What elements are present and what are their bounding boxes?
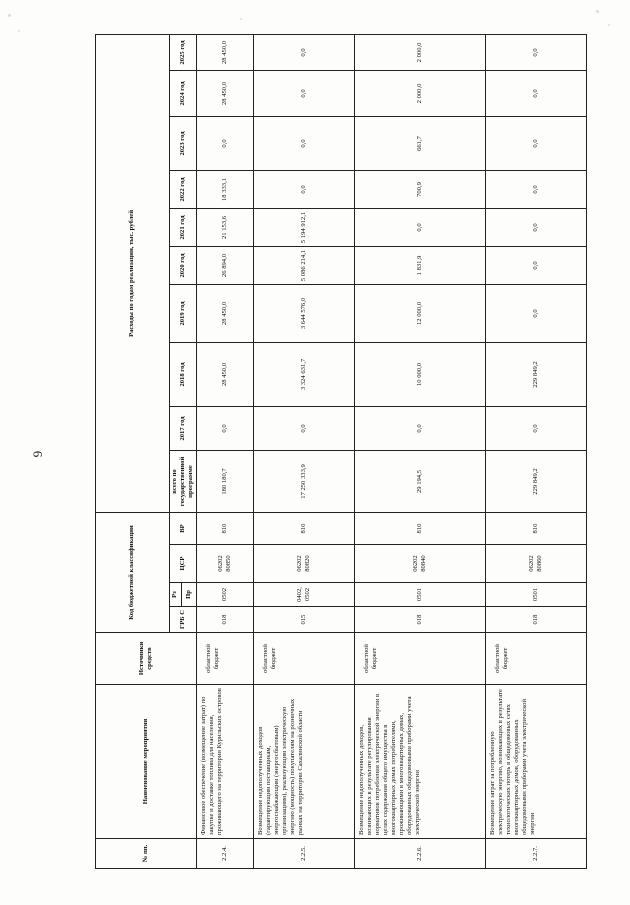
row-value: 661,7 [355, 116, 486, 170]
row-value: 0,0 [355, 208, 486, 246]
row-value: 28 450,0 [197, 70, 254, 116]
row-value: 18 333,1 [197, 170, 254, 208]
header-pr: Пр [181, 583, 196, 607]
header-num: № пп. [96, 839, 197, 869]
row-value: 0,0 [254, 170, 355, 208]
row-num: 2.2.7. [485, 839, 586, 869]
row-num: 2.2.4. [197, 839, 254, 869]
row-name: Возмещение недополученных доходов (гарантирующим поставщикам, энергоснабжающим (энергосбытовым) организациям), реализующим электрическую энергию (мощность) покупателям на розничных рынках на территории Сахалинской области [254, 685, 355, 839]
row-source: областной бюджет [254, 633, 355, 685]
row-value: 0,0 [485, 116, 586, 170]
row-value: 0,0 [254, 116, 355, 170]
row-name: Возмещение недополученных доходов, возникающих в результате регулирования нормативов потребления электрической энергии в целях содержания общего имущества в многоквартирных домах потребителями, проживающими в многоквартирных домах, оборудованных общедомовыми приборами учета электрической энергии [355, 685, 486, 839]
row-name: Возмещение затрат за потребленную электрическую энергию, возникающих в результате технологических потерь в общедомовых сетях многоквартирных домов, оборудованных общедомовыми приборами учета электрической энергии [485, 685, 586, 839]
page-number: 6 [30, 450, 46, 458]
table-row [254, 34, 355, 868]
row-csr: 06202 80840 [355, 545, 486, 583]
row-value: 0,0 [485, 406, 586, 450]
header-year: 2019 год [170, 284, 197, 342]
row-value: 0,0 [485, 208, 586, 246]
header-source: Источники средств [96, 633, 197, 685]
row-value: 12 000,0 [355, 284, 486, 342]
header-year: 2020 год [170, 246, 197, 284]
row-value: 0,0 [197, 116, 254, 170]
row-value: 700,9 [355, 170, 486, 208]
scan-speckle [240, 18, 242, 20]
row-value: 21 153,6 [197, 208, 254, 246]
header-name: Наименование мероприятия [96, 685, 197, 839]
row-vr: 810 [254, 512, 355, 544]
row-grbs: 018 [355, 607, 486, 633]
row-value: 0,0 [485, 284, 586, 342]
row-rzpr: 0402, 0502 [254, 583, 355, 607]
row-grbs: 015 [254, 607, 355, 633]
row-vr: 810 [197, 512, 254, 544]
row-name: Финансовое обеспечение (возмещение затрат) по закупке и доставке топлива для населения, проживающего на территории Курильских островов [197, 685, 254, 839]
scan-speckle [596, 10, 599, 13]
row-value: 0,0 [485, 246, 586, 284]
header-year: 2018 год [170, 342, 197, 406]
row-csr: 06202 80850 [197, 545, 254, 583]
row-total: 180 180,7 [197, 450, 254, 512]
row-value: 0,0 [197, 406, 254, 450]
row-source: областной бюджет [355, 633, 486, 685]
table-row [355, 34, 486, 868]
row-vr: 810 [355, 512, 486, 544]
row-value: 10 000,0 [355, 342, 486, 406]
row-num: 2.2.5. [254, 839, 355, 869]
header-year: 2023 год [170, 116, 197, 170]
row-value: 0,0 [485, 70, 586, 116]
row-source: областной бюджет [485, 633, 586, 685]
header-expenses: Расходы по годам реализации, тыс. рублей [96, 34, 170, 512]
header-year: 2017 год [170, 406, 197, 450]
row-total: 229 849,2 [485, 450, 586, 512]
row-rzpr: 0501 [485, 583, 586, 607]
header-year: 2022 год [170, 170, 197, 208]
row-value: 28 450,0 [197, 284, 254, 342]
header-year: 2024 год [170, 70, 197, 116]
header-csr: ЦСР [170, 545, 197, 583]
row-value: 3 324 631,7 [254, 342, 355, 406]
row-rzpr: 0501 [355, 583, 486, 607]
row-source: областной бюджет [197, 633, 254, 685]
row-csr: 06202 80860 [485, 545, 586, 583]
row-csr: 06202 80820 [254, 545, 355, 583]
row-value: 0,0 [355, 406, 486, 450]
scan-speckle [8, 14, 11, 17]
row-value: 5 194 912,1 [254, 208, 355, 246]
row-value: 1 831,9 [355, 246, 486, 284]
row-rzpr: 0502 [197, 583, 254, 607]
row-value: 28 450,0 [197, 34, 254, 70]
scan-speckle [18, 30, 20, 32]
table-row [485, 34, 586, 868]
header-rz: Рз [170, 583, 182, 607]
row-grbs: 018 [197, 607, 254, 633]
row-vr: 810 [485, 512, 586, 544]
row-value: 0,0 [485, 34, 586, 70]
row-value: 3 644 576,0 [254, 284, 355, 342]
header-grbs: ГРБ С [170, 607, 197, 633]
expenses-table [95, 34, 587, 869]
row-num: 2.2.6. [355, 839, 486, 869]
header-year: 2021 год [170, 208, 197, 246]
scan-speckle [608, 24, 610, 26]
row-total: 29 194,5 [355, 450, 486, 512]
row-value: 5 086 214,1 [254, 246, 355, 284]
row-value: 2 000,0 [355, 34, 486, 70]
row-value: 0,0 [485, 170, 586, 208]
row-value: 28 450,0 [197, 342, 254, 406]
row-total: 17 250 333,9 [254, 450, 355, 512]
rotated-table-wrapper [95, 35, 585, 869]
row-value: 229 849,2 [485, 342, 586, 406]
row-grbs: 018 [485, 607, 586, 633]
row-value: 0,0 [254, 34, 355, 70]
table-row [197, 34, 254, 868]
header-total: всего по государственной программе [170, 450, 197, 512]
header-vr: ВР [170, 512, 197, 544]
header-year: 2025 год [170, 34, 197, 70]
header-budget-code: Код бюджетной классификации [96, 512, 170, 632]
row-value: 0,0 [254, 406, 355, 450]
row-value: 26 894,0 [197, 246, 254, 284]
row-value: 0,0 [254, 70, 355, 116]
row-value: 2 000,0 [355, 70, 486, 116]
